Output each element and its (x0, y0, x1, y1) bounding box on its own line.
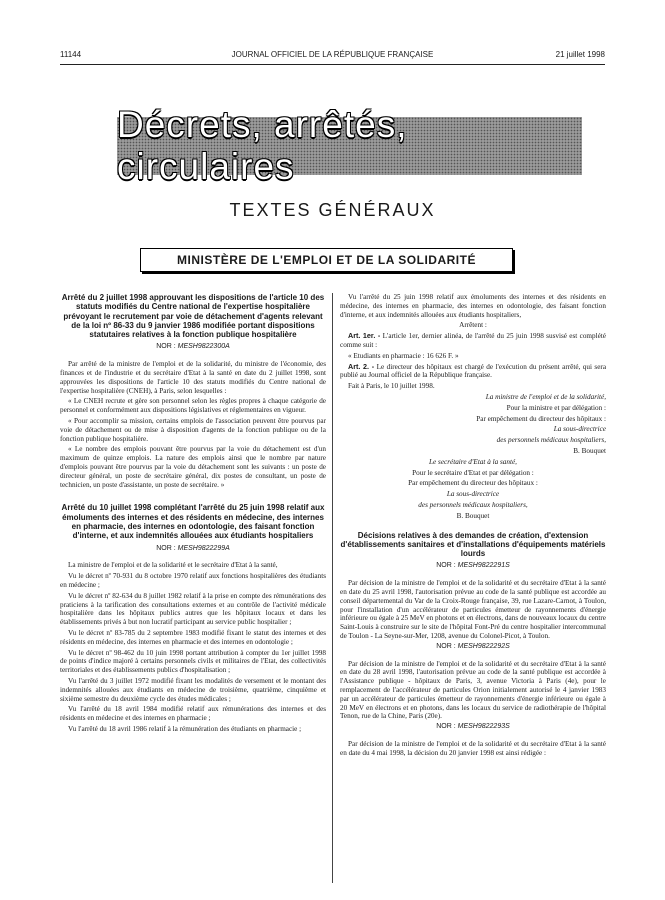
article-1 (340, 332, 606, 350)
signature-line: La ministre de l'emploi et de la solidarité, (485, 392, 606, 401)
nor-reference (60, 343, 326, 352)
paragraph: Vu le décret nº 70-931 du 8 octobre 1970 relatif aux fonctions hospitalières des étudiants en médecine ; (60, 572, 326, 590)
page-number: 11144 (60, 50, 82, 59)
paragraph: Vu le décret nº 83-785 du 2 septembre 1983 modifié fixant le statut des internes et des résidents en médecine, des internes en pharmacie et des internes en odontologie ; (60, 629, 326, 646)
ministry-title: MINISTÈRE DE L'EMPLOI ET DE LA SOLIDARITÉ (177, 253, 476, 267)
signature-line: Par empêchement du directeur des hôpitaux : (476, 414, 606, 423)
nor-label: NOR : (436, 723, 456, 731)
paragraph: La ministre de l'emploi et de la solidarité et le secrétaire d'Etat à la santé, (68, 561, 278, 570)
nor-reference (340, 723, 606, 732)
column-rule (332, 293, 333, 883)
paragraph: Par décision de la ministre de l'emploi et de la solidarité et du secrétaire d'Etat à la santé en date du 25 avril 1998, l'autorisation prévue au code de la santé publique est accordée au conseil départemental du Var de la Croix-Rouge française, 39, rue Lazare-Carnot, à Toulon, pour l'installation d'un accélérateur de particules émetteur de rayonnements d'énergie inférieure ou égale à 25 MeV en photons et en électrons, dans de nouveaux locaux du centre Saint-Louis à construire sur le site de l'hôpital Font-Pré du centre hospitalier intercommunal de Toulon - La Seyne-sur-Mer, 1208, avenue du Colonel-Picot, à Toulon. (340, 579, 606, 640)
article-2 (340, 363, 606, 381)
paragraph: Par arrêté de la ministre de l'emploi et de la solidarité, du ministre de l'économie, des finances et de l'industrie et du secrétaire d'Etat à la santé en date du 2 juillet 1998, sont approuvées les dispositions de l'article 10 des statuts modifiés du Centre national de l'expertise hospitalière (CNEH), à Paris, selon lesquelles : (60, 360, 326, 395)
article-text: Le directeur des hôpitaux est chargé de l'exécution du présent arrêté, qui sera publié au Journal officiel de la République française. (340, 362, 607, 380)
nor-code: MESH9822300A (177, 343, 230, 351)
arretent: Arrêtent : (459, 321, 487, 330)
article-title: Décisions relatives à des demandes de création, d'extension d'établissements sanitaires et d'installations d'équipements matériels lourds (340, 530, 606, 559)
nor-code: MESH9822292S (457, 642, 510, 650)
right-column (340, 293, 606, 760)
header-rule (60, 64, 605, 65)
signature-line: Pour la ministre et par délégation : (506, 403, 606, 412)
paragraph: Vu l'arrêté du 18 avril 1984 modifié relatif aux rémunérations des internes et des résidents en médecine et des internes en pharmacie ; (60, 705, 326, 723)
banner-title: Décrets, arrêtés, circulaires (117, 104, 408, 187)
signature-line: La sous-directrice (446, 490, 500, 499)
nor-label: NOR : (436, 562, 456, 570)
ministry-box (140, 248, 513, 272)
signature-line: des personnels médicaux hospitaliers, (418, 500, 528, 509)
article-text: L'article 1er, dernier alinéa, de l'arrêté du 25 juin 1998 susvisé est complété comme suit : (340, 332, 606, 349)
article-label: Art. 2. - (348, 361, 375, 371)
nor-reference (340, 562, 606, 571)
article-title: Arrêté du 10 juillet 1998 complétant l'arrêté du 25 juin 1998 relatif aux émoluments des internes et des résidents en médecine, des internes en pharmacie, des internes en odontologie, des faisant fonction d'interne, et aux indemnités allouées aux étudiants hospitaliers (61, 503, 325, 541)
section-banner (117, 104, 582, 187)
nor-label: NOR : (156, 544, 176, 552)
article-quote: « Etudiants en pharmacie : 16 626 F. » (348, 351, 459, 360)
signature-line: Le secrétaire d'Etat à la santé, (429, 457, 517, 466)
nor-code: MESH9822291S (457, 562, 510, 570)
article-title: Arrêté du 2 juillet 1998 approuvant les dispositions de l'article 10 des statuts modifiés du Centre national de l'expertise hospitalière prévoyant le recrutement par voie de détachement d'agents relevant de la loi nº 86-33 du 9 janvier 1986 modifiée portant dispositions statutaires relatives à la fonction publique hospitalière (61, 293, 325, 340)
nor-reference (340, 643, 606, 652)
nor-code: MESH9822293S (457, 723, 510, 731)
signature-line: Par empêchement du directeur des hôpitaux : (408, 479, 538, 488)
paragraph: Vu le décret nº 82-634 du 8 juillet 1982 relatif à la prise en compte des rémunérations des praticiens à la tarification des consultations externes et au contrôle de l'activité médicale hospitalière dans les hôpitaux publics autres que les hôpitaux locaux et dans les établissements privés à but non lucratif participant au service public hospitalier ; (60, 591, 326, 627)
journal-title: JOURNAL OFFICIEL DE LA RÉPUBLIQUE FRANÇAISE (231, 50, 434, 59)
signature-name: B. Bouquet (456, 511, 490, 520)
signature-name: B. Bouquet (573, 446, 606, 455)
nor-label: NOR : (156, 343, 176, 351)
nor-label: NOR : (436, 642, 456, 650)
paragraph: « Le nombre des emplois pouvant être pourvus par la voie du détachement est d'un maximum de quinze emplois. La nature des emplois ainsi que le nombre par nature d'emplois pouvant être pourvus par la voie du détachement sont les suivants : un poste de directeur général, un poste de secrétaire général, dix postes de consultant, un poste de technicien, un poste d'assistante, un poste de secrétaire. » (60, 445, 326, 489)
signature-line: des personnels médicaux hospitaliers, (496, 436, 606, 445)
left-column (60, 293, 326, 736)
paragraph: Par décision de la ministre de l'emploi et de la solidarité et du secrétaire d'Etat à la santé en date du 4 mai 1998, la décision du 20 janvier 1998 est ainsi rédigée : (340, 739, 606, 757)
paragraph: « Le CNEH recrute et gère son personnel selon les règles propres à chaque catégorie de personnel et conformément aux dispositions législatives et réglementaires en vigueur. (60, 397, 326, 415)
article-label: Art. 1er. - (348, 331, 381, 341)
paragraph: « Pour accomplir sa mission, certains emplois de l'association peuvent être pourvus par voie de détachement ou de mise à disposition d'agents de la fonction publique ou de la fonction publique hospitalière. (60, 417, 326, 443)
signing-place-date: Fait à Paris, le 10 juillet 1998. (348, 382, 435, 391)
section-title: TEXTES GÉNÉRAUX (229, 200, 436, 220)
paragraph: Vu l'arrêté du 25 juin 1998 relatif aux émoluments des internes et des résidents en médecine, des internes en pharmacie, des internes en odontologie, des faisant fonction d'interne, et aux indemnités allouées aux étudiants hospitaliers, (340, 293, 606, 319)
paragraph: Vu l'arrêté du 3 juillet 1972 modifié fixant les modalités de versement et le montant des indemnités allouées aux étudiants en médecine de troisième, quatrième, cinquième et sixième semestre du deuxième cycle des études médicales ; (60, 676, 326, 703)
signature-line: La sous-directrice (553, 425, 606, 434)
nor-code: MESH9822299A (177, 544, 230, 552)
paragraph: Par décision de la ministre de l'emploi et de la solidarité et du secrétaire d'Etat à la santé en date du 28 avril 1998, l'autorisation prévue au code de la santé publique est accordée à l'Assistance publique - hôpitaux de Paris, 3, avenue Victoria à Paris (4e), pour le remplacement de l'accélérateur de particules Orion initialement autorisé le 4 janvier 1983 par un accélérateur de particules émetteur de rayonnements d'énergie inférieure ou égale à 20 MeV en électrons et en photons, dans les locaux du service de radiothérapie de l'hôpital Tenon, rue de la Chine, Paris (20e). (340, 659, 606, 721)
signature-line: Pour le secrétaire d'Etat et par délégation : (412, 468, 534, 477)
issue-date: 21 juillet 1998 (555, 50, 605, 59)
nor-reference (60, 545, 326, 554)
running-head (60, 50, 605, 64)
paragraph: Vu le décret nº 98-462 du 10 juin 1998 portant attribution à compter du 1er juillet 1998 de points d'indice majoré à certains personnels civils et militaires de l'Etat, des collectivités territoriales et des établissements publics d'hospitalisation ; (60, 648, 326, 675)
paragraph: Vu l'arrêté du 18 avril 1986 relatif à la rémunération des étudiants en pharmacie ; (68, 724, 302, 733)
